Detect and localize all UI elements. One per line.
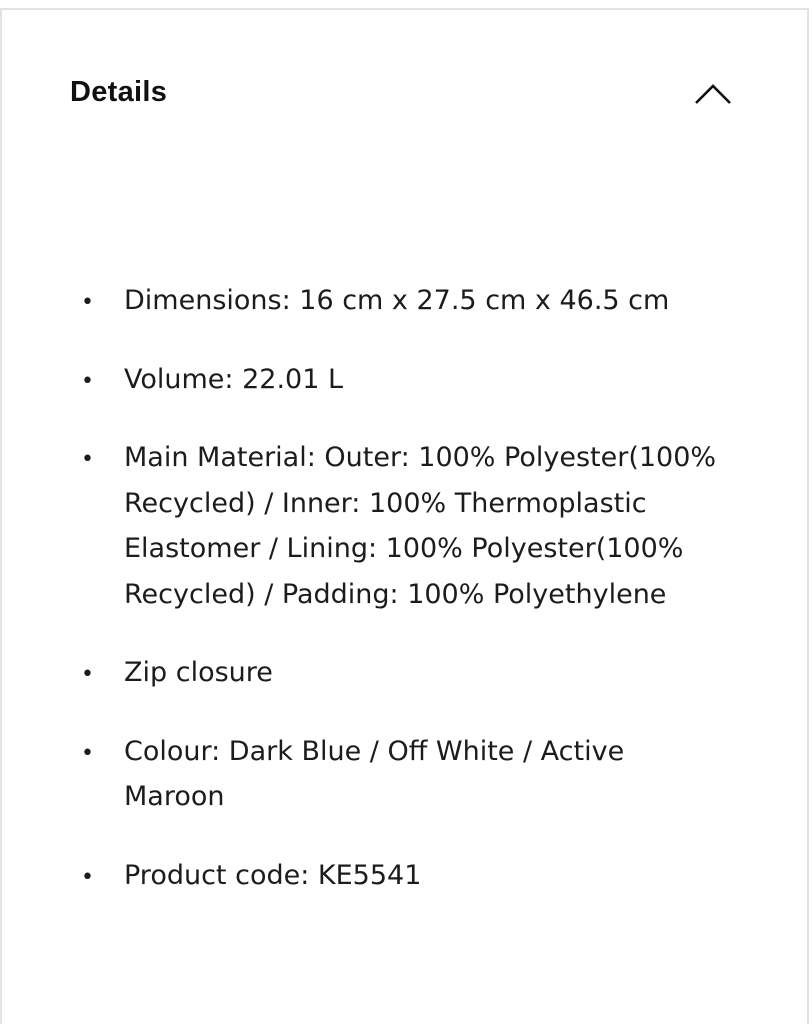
details-title: Details (70, 76, 168, 108)
bullet: • (81, 290, 94, 315)
bullet: • (81, 368, 94, 394)
list-item-text: Colour: Dark Blue / Off White / Active Maroon (124, 735, 625, 812)
chevron-up-icon (694, 83, 732, 105)
bullet: • (81, 864, 94, 890)
list-item-text: Zip closure (124, 657, 273, 688)
list-item-closure (2, 650, 811, 696)
details-header[interactable] (70, 74, 740, 124)
details-panel (0, 8, 809, 1024)
list-item-text: Volume: 22.01 L (124, 363, 344, 395)
bullet: • (81, 662, 94, 687)
list-item-text: Main Material: Outer: 100% Polyester(100% Recycled) / Inner: 100% Thermoplastic Elastomer / Lining: 100% Polyester(100% Recycled) / Padding: 100% Polyethylene (124, 442, 717, 610)
list-item-material (2, 435, 811, 617)
bullet: • (81, 740, 94, 766)
collapse-toggle-button[interactable] (690, 76, 736, 112)
list-item-dimensions (2, 278, 811, 324)
list-item-colour (2, 729, 811, 820)
list-item-text: Dimensions: 16 cm x 27.5 cm x 46.5 cm (124, 285, 670, 316)
list-item-text: Product code: KE5541 (124, 859, 422, 891)
list-item-volume (2, 357, 811, 403)
bullet: • (81, 447, 94, 472)
list-item-product-code (2, 853, 811, 899)
details-list (2, 278, 811, 931)
